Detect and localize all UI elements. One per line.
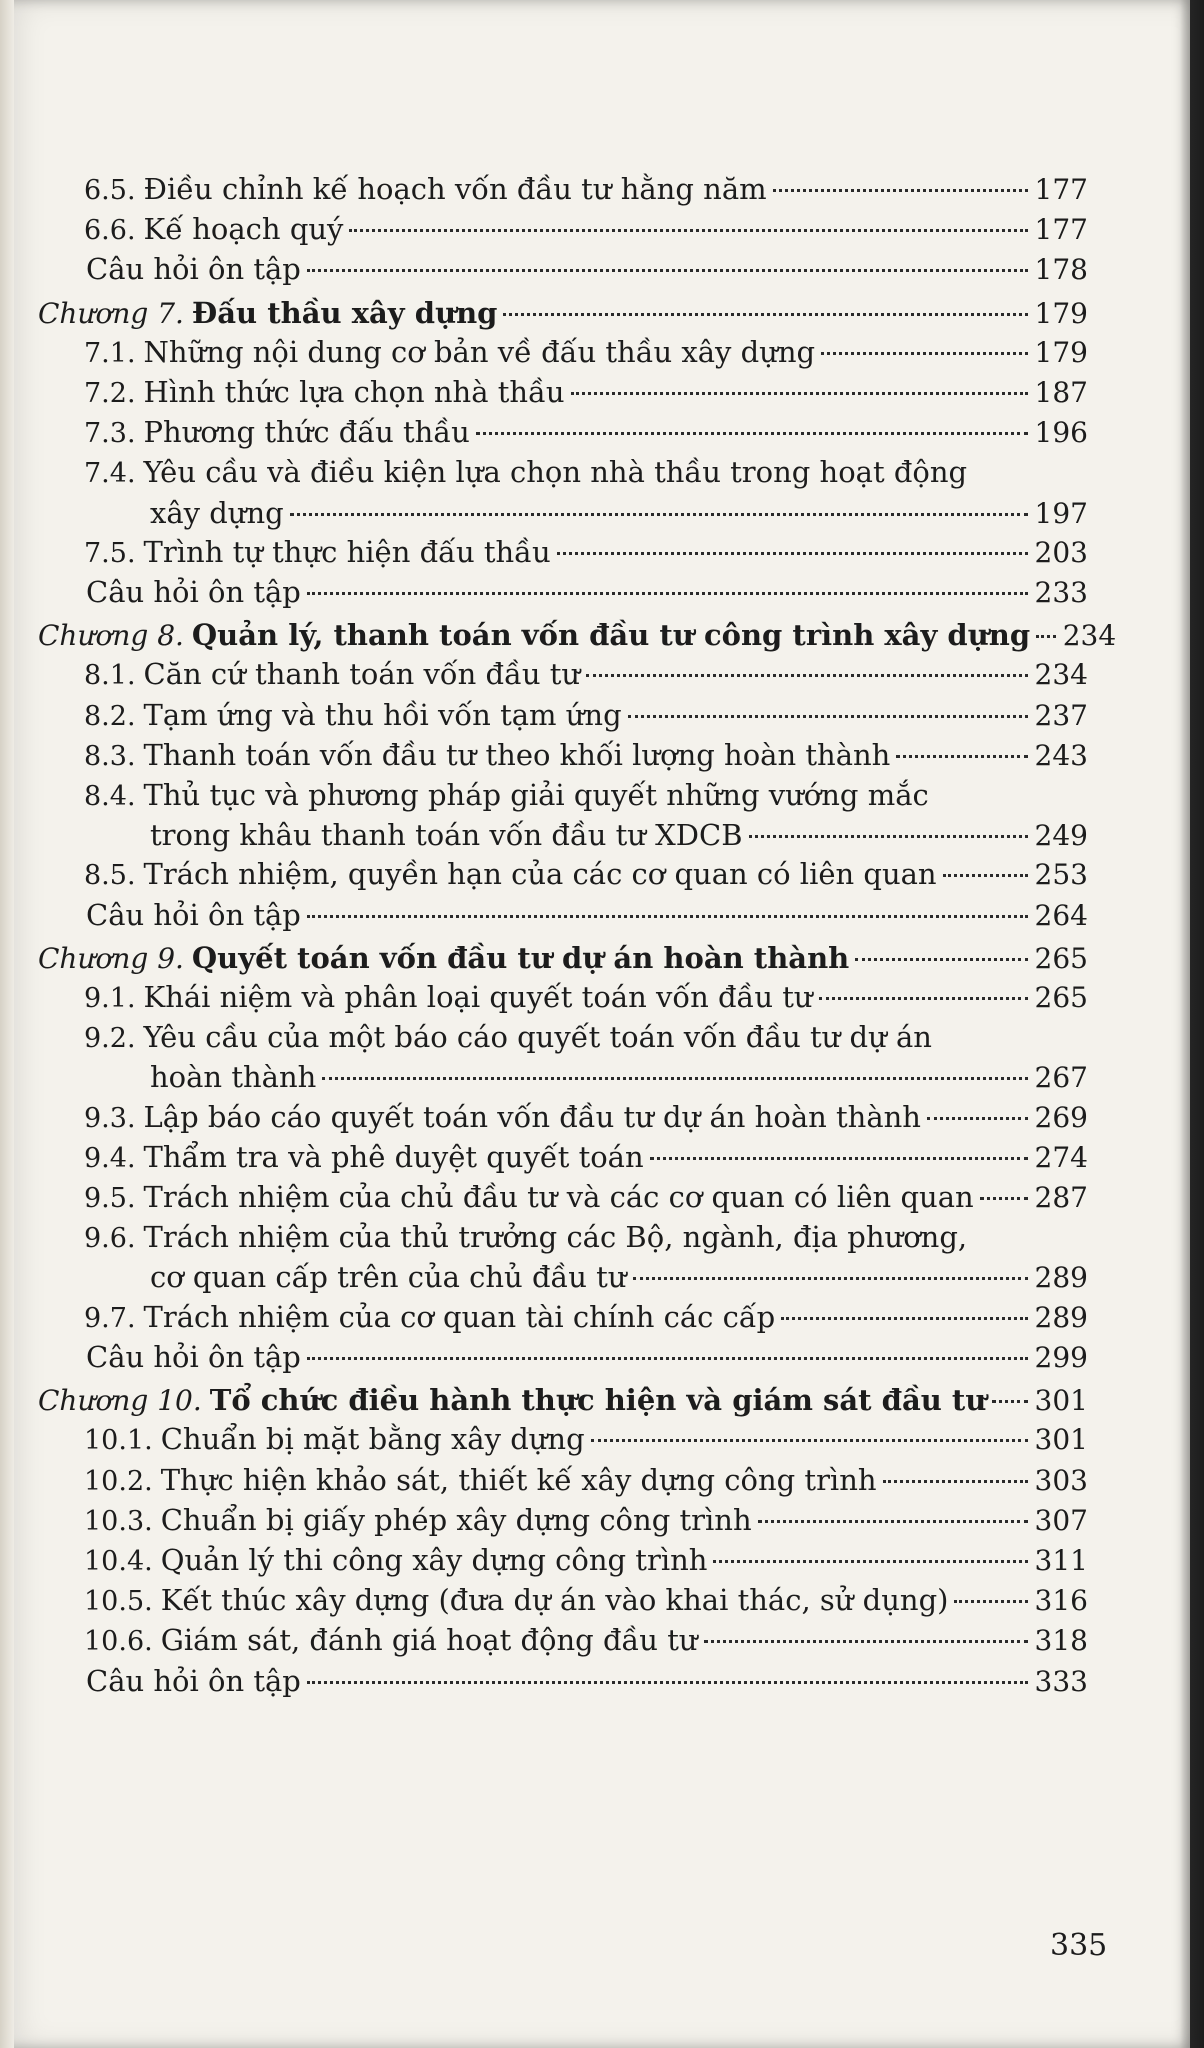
dot-leader bbox=[628, 715, 1028, 718]
dot-leader bbox=[749, 835, 1028, 838]
dot-leader bbox=[927, 1117, 1028, 1120]
toc-chapter-row bbox=[38, 939, 1088, 978]
section-title-continued: cơ quan cấp trên của chủ đầu tư bbox=[150, 1260, 627, 1295]
dot-leader bbox=[954, 1600, 1028, 1603]
section-title: Quản lý thi công xây dựng công trình bbox=[160, 1542, 708, 1577]
toc-page-number: 253 bbox=[1034, 858, 1088, 892]
toc-section-row bbox=[38, 1420, 1088, 1460]
chapter-title: Đấu thầu xây dựng bbox=[191, 295, 498, 330]
toc-page-number: 177 bbox=[1034, 173, 1088, 206]
dot-leader bbox=[307, 1357, 1028, 1360]
toc-section-row bbox=[38, 736, 1088, 776]
chapter-title: Tổ chức điều hành thực hiện và giám sát đầu tư bbox=[209, 1383, 987, 1418]
dot-leader bbox=[773, 189, 1028, 192]
dot-leader bbox=[713, 1560, 1028, 1563]
toc-page-number: 316 bbox=[1034, 1584, 1088, 1618]
section-number: 7.5. bbox=[84, 537, 136, 569]
toc-page-number: 289 bbox=[1034, 1300, 1088, 1334]
toc-chapter-row bbox=[38, 294, 1088, 333]
section-number: 9.2. bbox=[84, 1023, 136, 1055]
section-title: Trách nhiệm của cơ quan tài chính các cấp bbox=[143, 1299, 776, 1334]
section-title: Trình tự thực hiện đấu thầu bbox=[143, 534, 551, 569]
dot-leader bbox=[758, 1520, 1028, 1523]
section-number: 8.4. bbox=[84, 781, 136, 813]
section-title: Trách nhiệm, quyền hạn của các cơ quan có liên quan bbox=[143, 857, 937, 892]
toc-page-number: 233 bbox=[1034, 576, 1088, 610]
dot-leader bbox=[591, 1439, 1028, 1442]
section-number: 10.1. bbox=[84, 1425, 153, 1457]
page-gutter-shadow bbox=[1180, 0, 1204, 2048]
section-number: 7.1. bbox=[84, 337, 136, 369]
toc-page-number: 287 bbox=[1034, 1181, 1088, 1215]
toc-section-row bbox=[38, 776, 1088, 816]
section-title: Thủ tục và phương pháp giải quyết những vướng mắc bbox=[143, 778, 929, 813]
review-questions-label: Câu hỏi ôn tập bbox=[86, 1663, 301, 1698]
toc-page-number: 318 bbox=[1034, 1624, 1088, 1658]
toc-page-number: 265 bbox=[1034, 941, 1088, 975]
toc-review-row bbox=[38, 1662, 1088, 1701]
toc-page-number: 179 bbox=[1034, 335, 1088, 369]
toc-section-continuation bbox=[38, 1258, 1088, 1297]
toc-section-row bbox=[38, 1178, 1088, 1218]
dot-leader bbox=[307, 592, 1028, 595]
toc-chapter-row bbox=[38, 616, 1117, 655]
section-title: Thanh toán vốn đầu tư theo khối lượng hoàn thành bbox=[143, 737, 891, 772]
dot-leader bbox=[883, 1480, 1028, 1483]
toc-section-row bbox=[38, 1621, 1088, 1661]
chapter-number: Chương 8. bbox=[38, 619, 184, 653]
section-title: Điều chỉnh kế hoạch vốn đầu tư hằng năm bbox=[143, 172, 767, 206]
toc-section-row bbox=[38, 533, 1088, 573]
review-questions-label: Câu hỏi ôn tập bbox=[86, 897, 301, 932]
chapter-number: Chương 7. bbox=[38, 296, 184, 330]
dot-leader bbox=[704, 1640, 1028, 1643]
section-number: 10.2. bbox=[84, 1465, 153, 1497]
section-title: Hình thức lựa chọn nhà thầu bbox=[143, 375, 565, 410]
section-number: 6.5. bbox=[84, 175, 136, 206]
toc-section-continuation bbox=[38, 494, 1088, 533]
dot-leader bbox=[650, 1157, 1028, 1160]
section-number: 6.6. bbox=[84, 215, 136, 247]
dot-leader bbox=[1036, 635, 1056, 638]
section-number: 10.5. bbox=[84, 1586, 153, 1618]
review-questions-label: Câu hỏi ôn tập bbox=[86, 575, 301, 610]
section-title: Thực hiện khảo sát, thiết kế xây dựng công trình bbox=[160, 1462, 877, 1497]
toc-review-row bbox=[38, 1338, 1088, 1377]
toc-page-number: 197 bbox=[1034, 496, 1088, 530]
toc-page-number: 234 bbox=[1062, 619, 1117, 653]
toc-page-number: 301 bbox=[1034, 1384, 1088, 1418]
toc-section-row bbox=[38, 373, 1088, 413]
dot-leader bbox=[992, 1400, 1028, 1403]
toc-section-row bbox=[38, 1018, 1088, 1058]
toc-page-number: 289 bbox=[1034, 1261, 1088, 1295]
section-title: Chuẩn bị giấy phép xây dựng công trình bbox=[160, 1502, 752, 1537]
dot-leader bbox=[896, 755, 1028, 758]
dot-leader bbox=[855, 958, 1028, 961]
section-number: 9.5. bbox=[84, 1183, 136, 1215]
toc-section-row bbox=[38, 453, 1088, 493]
section-number: 8.1. bbox=[84, 660, 136, 692]
section-number: 10.3. bbox=[84, 1505, 153, 1537]
toc-page-number: 274 bbox=[1034, 1140, 1088, 1174]
toc-page-number: 303 bbox=[1034, 1463, 1088, 1497]
toc-page-number: 179 bbox=[1034, 296, 1088, 330]
section-title: Khái niệm và phân loại quyết toán vốn đầu tư bbox=[143, 980, 813, 1015]
toc-section-row bbox=[38, 1098, 1088, 1138]
toc-page-number: 265 bbox=[1034, 981, 1088, 1015]
section-number: 9.1. bbox=[84, 983, 136, 1015]
toc-page-number: 203 bbox=[1034, 535, 1088, 569]
toc-section-continuation bbox=[38, 816, 1088, 855]
dot-leader bbox=[476, 432, 1028, 435]
dot-leader bbox=[586, 674, 1028, 677]
toc-page-number: 299 bbox=[1034, 1340, 1088, 1374]
dot-leader bbox=[307, 269, 1028, 272]
section-title: Thẩm tra và phê duyệt quyết toán bbox=[143, 1139, 644, 1174]
section-number: 10.4. bbox=[84, 1545, 153, 1577]
toc-review-row bbox=[38, 573, 1088, 612]
section-number: 9.7. bbox=[84, 1302, 136, 1334]
page-number: 335 bbox=[1050, 1928, 1108, 1963]
page-edge bbox=[0, 0, 14, 2048]
section-number: 8.5. bbox=[84, 860, 136, 892]
toc-section-row bbox=[38, 855, 1088, 895]
section-number: 9.3. bbox=[84, 1102, 136, 1134]
section-title: Tạm ứng và thu hồi vốn tạm ứng bbox=[143, 697, 622, 732]
toc-page-number: 301 bbox=[1034, 1423, 1088, 1457]
toc-page-number: 177 bbox=[1034, 213, 1088, 247]
toc-page-number: 178 bbox=[1034, 253, 1088, 287]
dot-leader bbox=[781, 1317, 1028, 1320]
toc-page-number: 333 bbox=[1034, 1664, 1088, 1698]
section-title: Yêu cầu của một báo cáo quyết toán vốn đầu tư dự án bbox=[143, 1020, 932, 1055]
toc-section-row bbox=[38, 1501, 1088, 1541]
toc-review-row bbox=[38, 250, 1088, 289]
dot-leader bbox=[322, 1077, 1028, 1080]
section-title: Kế hoạch quý bbox=[143, 212, 344, 247]
toc-section-row bbox=[38, 655, 1088, 695]
chapter-number: Chương 10. bbox=[38, 1384, 202, 1418]
toc-chapter-row bbox=[38, 1381, 1088, 1420]
toc-section-row bbox=[38, 210, 1088, 250]
section-number: 7.4. bbox=[84, 458, 136, 490]
section-title: Trách nhiệm của chủ đầu tư và các cơ quan có liên quan bbox=[143, 1180, 974, 1215]
dot-leader bbox=[503, 313, 1028, 316]
section-number: 7.3. bbox=[84, 418, 136, 450]
toc-section-row bbox=[38, 696, 1088, 736]
toc-page-number: 196 bbox=[1034, 416, 1088, 450]
section-title: Lập báo cáo quyết toán vốn đầu tư dự án hoàn thành bbox=[143, 1099, 921, 1134]
dot-leader bbox=[980, 1197, 1028, 1200]
dot-leader bbox=[307, 1681, 1028, 1684]
section-title: Những nội dung cơ bản về đấu thầu xây dựng bbox=[143, 334, 816, 369]
section-number: 9.4. bbox=[84, 1142, 136, 1174]
dot-leader bbox=[307, 915, 1028, 918]
toc-section-row bbox=[38, 1298, 1088, 1338]
section-number: 10.6. bbox=[84, 1626, 153, 1658]
toc-page-number: 264 bbox=[1034, 898, 1088, 932]
toc-page-number: 267 bbox=[1034, 1061, 1088, 1095]
section-title: Phương thức đấu thầu bbox=[143, 415, 470, 450]
section-title: Giám sát, đánh giá hoạt động đầu tư bbox=[160, 1623, 698, 1658]
toc-section-row bbox=[38, 978, 1088, 1018]
section-title: Trách nhiệm của thủ trưởng các Bộ, ngành, địa phương, bbox=[143, 1220, 968, 1255]
toc-section-row bbox=[38, 170, 1088, 210]
dot-leader bbox=[633, 1277, 1028, 1280]
review-questions-label: Câu hỏi ôn tập bbox=[86, 1339, 301, 1374]
toc-page-number: 311 bbox=[1034, 1543, 1088, 1577]
section-number: 8.3. bbox=[84, 740, 136, 772]
toc-section-continuation bbox=[38, 1058, 1088, 1097]
toc-section-row bbox=[38, 1138, 1088, 1178]
toc-section-row bbox=[38, 413, 1088, 453]
toc-section-row bbox=[38, 1581, 1088, 1621]
section-title-continued: hoàn thành bbox=[150, 1060, 317, 1095]
dot-leader bbox=[571, 392, 1028, 395]
toc-page-number: 269 bbox=[1034, 1100, 1088, 1134]
toc-page-number: 249 bbox=[1034, 819, 1088, 853]
section-title: Căn cứ thanh toán vốn đầu tư bbox=[143, 657, 581, 692]
dot-leader bbox=[819, 997, 1028, 1000]
chapter-title: Quyết toán vốn đầu tư dự án hoàn thành bbox=[191, 940, 850, 975]
toc-section-row bbox=[38, 1541, 1088, 1581]
section-number: 8.2. bbox=[84, 700, 136, 732]
dot-leader bbox=[821, 352, 1028, 355]
review-questions-label: Câu hỏi ôn tập bbox=[86, 252, 301, 287]
section-title: Yêu cầu và điều kiện lựa chọn nhà thầu trong hoạt động bbox=[143, 455, 968, 490]
table-of-contents bbox=[38, 170, 1117, 1701]
section-title: Chuẩn bị mặt bằng xây dựng bbox=[160, 1422, 585, 1457]
dot-leader bbox=[349, 229, 1028, 232]
toc-page-number: 307 bbox=[1034, 1503, 1088, 1537]
toc-page-number: 237 bbox=[1034, 698, 1088, 732]
toc-page-number: 243 bbox=[1034, 738, 1088, 772]
toc-section-row bbox=[38, 1218, 1088, 1258]
chapter-number: Chương 9. bbox=[38, 941, 184, 975]
dot-leader bbox=[290, 513, 1028, 516]
toc-page-number: 234 bbox=[1034, 658, 1088, 692]
section-title-continued: xây dựng bbox=[150, 495, 284, 530]
dot-leader bbox=[943, 874, 1028, 877]
toc-review-row bbox=[38, 896, 1088, 935]
toc-section-row bbox=[38, 1461, 1088, 1501]
dot-leader bbox=[557, 552, 1028, 555]
toc-page-number: 187 bbox=[1034, 376, 1088, 410]
section-title-continued: trong khâu thanh toán vốn đầu tư XDCB bbox=[150, 818, 743, 853]
toc-section-row bbox=[38, 333, 1088, 373]
section-number: 7.2. bbox=[84, 378, 136, 410]
section-title: Kết thúc xây dựng (đưa dự án vào khai thác, sử dụng) bbox=[160, 1583, 949, 1618]
chapter-title: Quản lý, thanh toán vốn đầu tư công trình xây dựng bbox=[191, 618, 1031, 653]
section-number: 9.6. bbox=[84, 1223, 136, 1255]
